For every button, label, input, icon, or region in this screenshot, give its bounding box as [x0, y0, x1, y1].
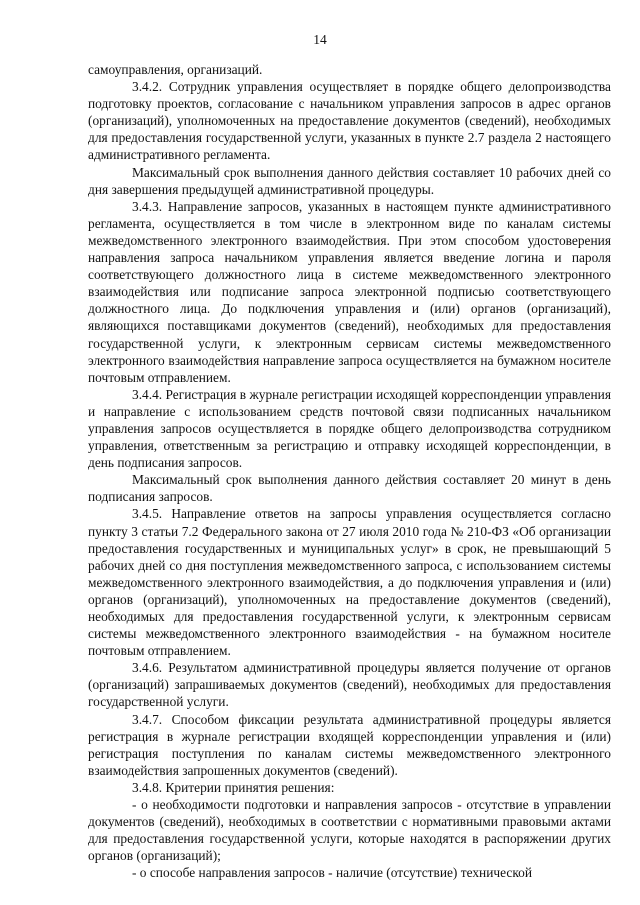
- paragraph-3-4-5: 3.4.5. Направление ответов на запросы управления осуществляется согласно пункту 3 статьи 7.2 Федерального закона от 27 июля 2010 года № 210-ФЗ «Об организации предоставления государственных и муниципальных услуг» в срок, не превышающий 5 рабочих дней со дня поступления межведомственного запроса, с использованием системы межведомственного электронного взаимодействия, а до подключения управления и (или) органов (организаций), уполномоченных на предоставление документов (сведений), необходимых для предоставления государственной услуги, к электронным сервисам системы межведомственного электронного взаимодействия - на бумажном носителе почтовым отправлением.: [88, 506, 611, 659]
- paragraph-max-term-10-days: Максимальный срок выполнения данного действия составляет 10 рабочих дней со дня завершения предыдущей административной процедуры.: [88, 164, 611, 197]
- paragraph-continuation: самоуправления, организаций.: [88, 62, 263, 77]
- paragraph-3-4-7: 3.4.7. Способом фиксации результата административной процедуры является регистрация в журнале регистрации входящей корреспонденции управления и (или) регистрация поступления по каналам системы межведомственного электронного взаимодействия запрошенных документов (сведений).: [88, 711, 611, 778]
- document-body: [88, 61, 611, 882]
- paragraph-3-4-8: 3.4.8. Критерии принятия решения:: [132, 779, 335, 795]
- page-number: 14: [313, 32, 327, 47]
- paragraph-max-term-20-minutes: Максимальный срок выполнения данного действия составляет 20 минут в день подписания запросов.: [88, 472, 611, 505]
- paragraph-3-4-6: 3.4.6. Результатом административной процедуры является получение от органов (организаций) запрашиваемых документов (сведений), необходимых для предоставления государственной услуги.: [88, 660, 611, 710]
- list-item-criterion-method: - о способе направления запросов - наличие (отсутствие) технической: [132, 865, 533, 881]
- list-item-criterion-necessity: - о необходимости подготовки и направления запросов - отсутствие в управлении документов (сведений), необходимых в соответствии с нормативными правовыми актами для предоставления государственной услуги, которые находятся в распоряжении других органов (организаций);: [88, 797, 611, 864]
- paragraph-3-4-2: 3.4.2. Сотрудник управления осуществляет в порядке общего делопроизводства подготовку проектов, согласование с начальником управления запросов в адрес органов (организаций), уполномоченных на предоставление документов (сведений), необходимых для предоставления государственной услуги, указанных в пункте 2.7 раздела 2 настоящего административного регламента.: [88, 79, 611, 163]
- paragraph-3-4-3: 3.4.3. Направление запросов, указанных в настоящем пункте административного регламента, осуществляется в том числе в электронном виде по каналам системы межведомственного электронного взаимодействия. При этом способом удостоверения направления запроса начальником управления является введение логина и пароля соответствующего должностного лица в системе межведомственного электронного взаимодействия или подписание запроса электронной подписью соответствующего должностного лица. До подключения управления и (или) органов (организаций), являющихся поставщиками документов (сведений), необходимых для предоставления государственной услуги, к электронным сервисам системы межведомственного электронного взаимодействия направление запроса осуществляется на бумажном носителе почтовым отправлением.: [88, 198, 611, 385]
- paragraph-3-4-4: 3.4.4. Регистрация в журнале регистрации исходящей корреспонденции управления и направление с использованием средств почтовой связи подписанных начальником управления запросов осуществляется в порядке общего делопроизводства сотрудником управления, ответственным за регистрацию и отправку исходящей корреспонденции, в день подписания запросов.: [88, 386, 611, 471]
